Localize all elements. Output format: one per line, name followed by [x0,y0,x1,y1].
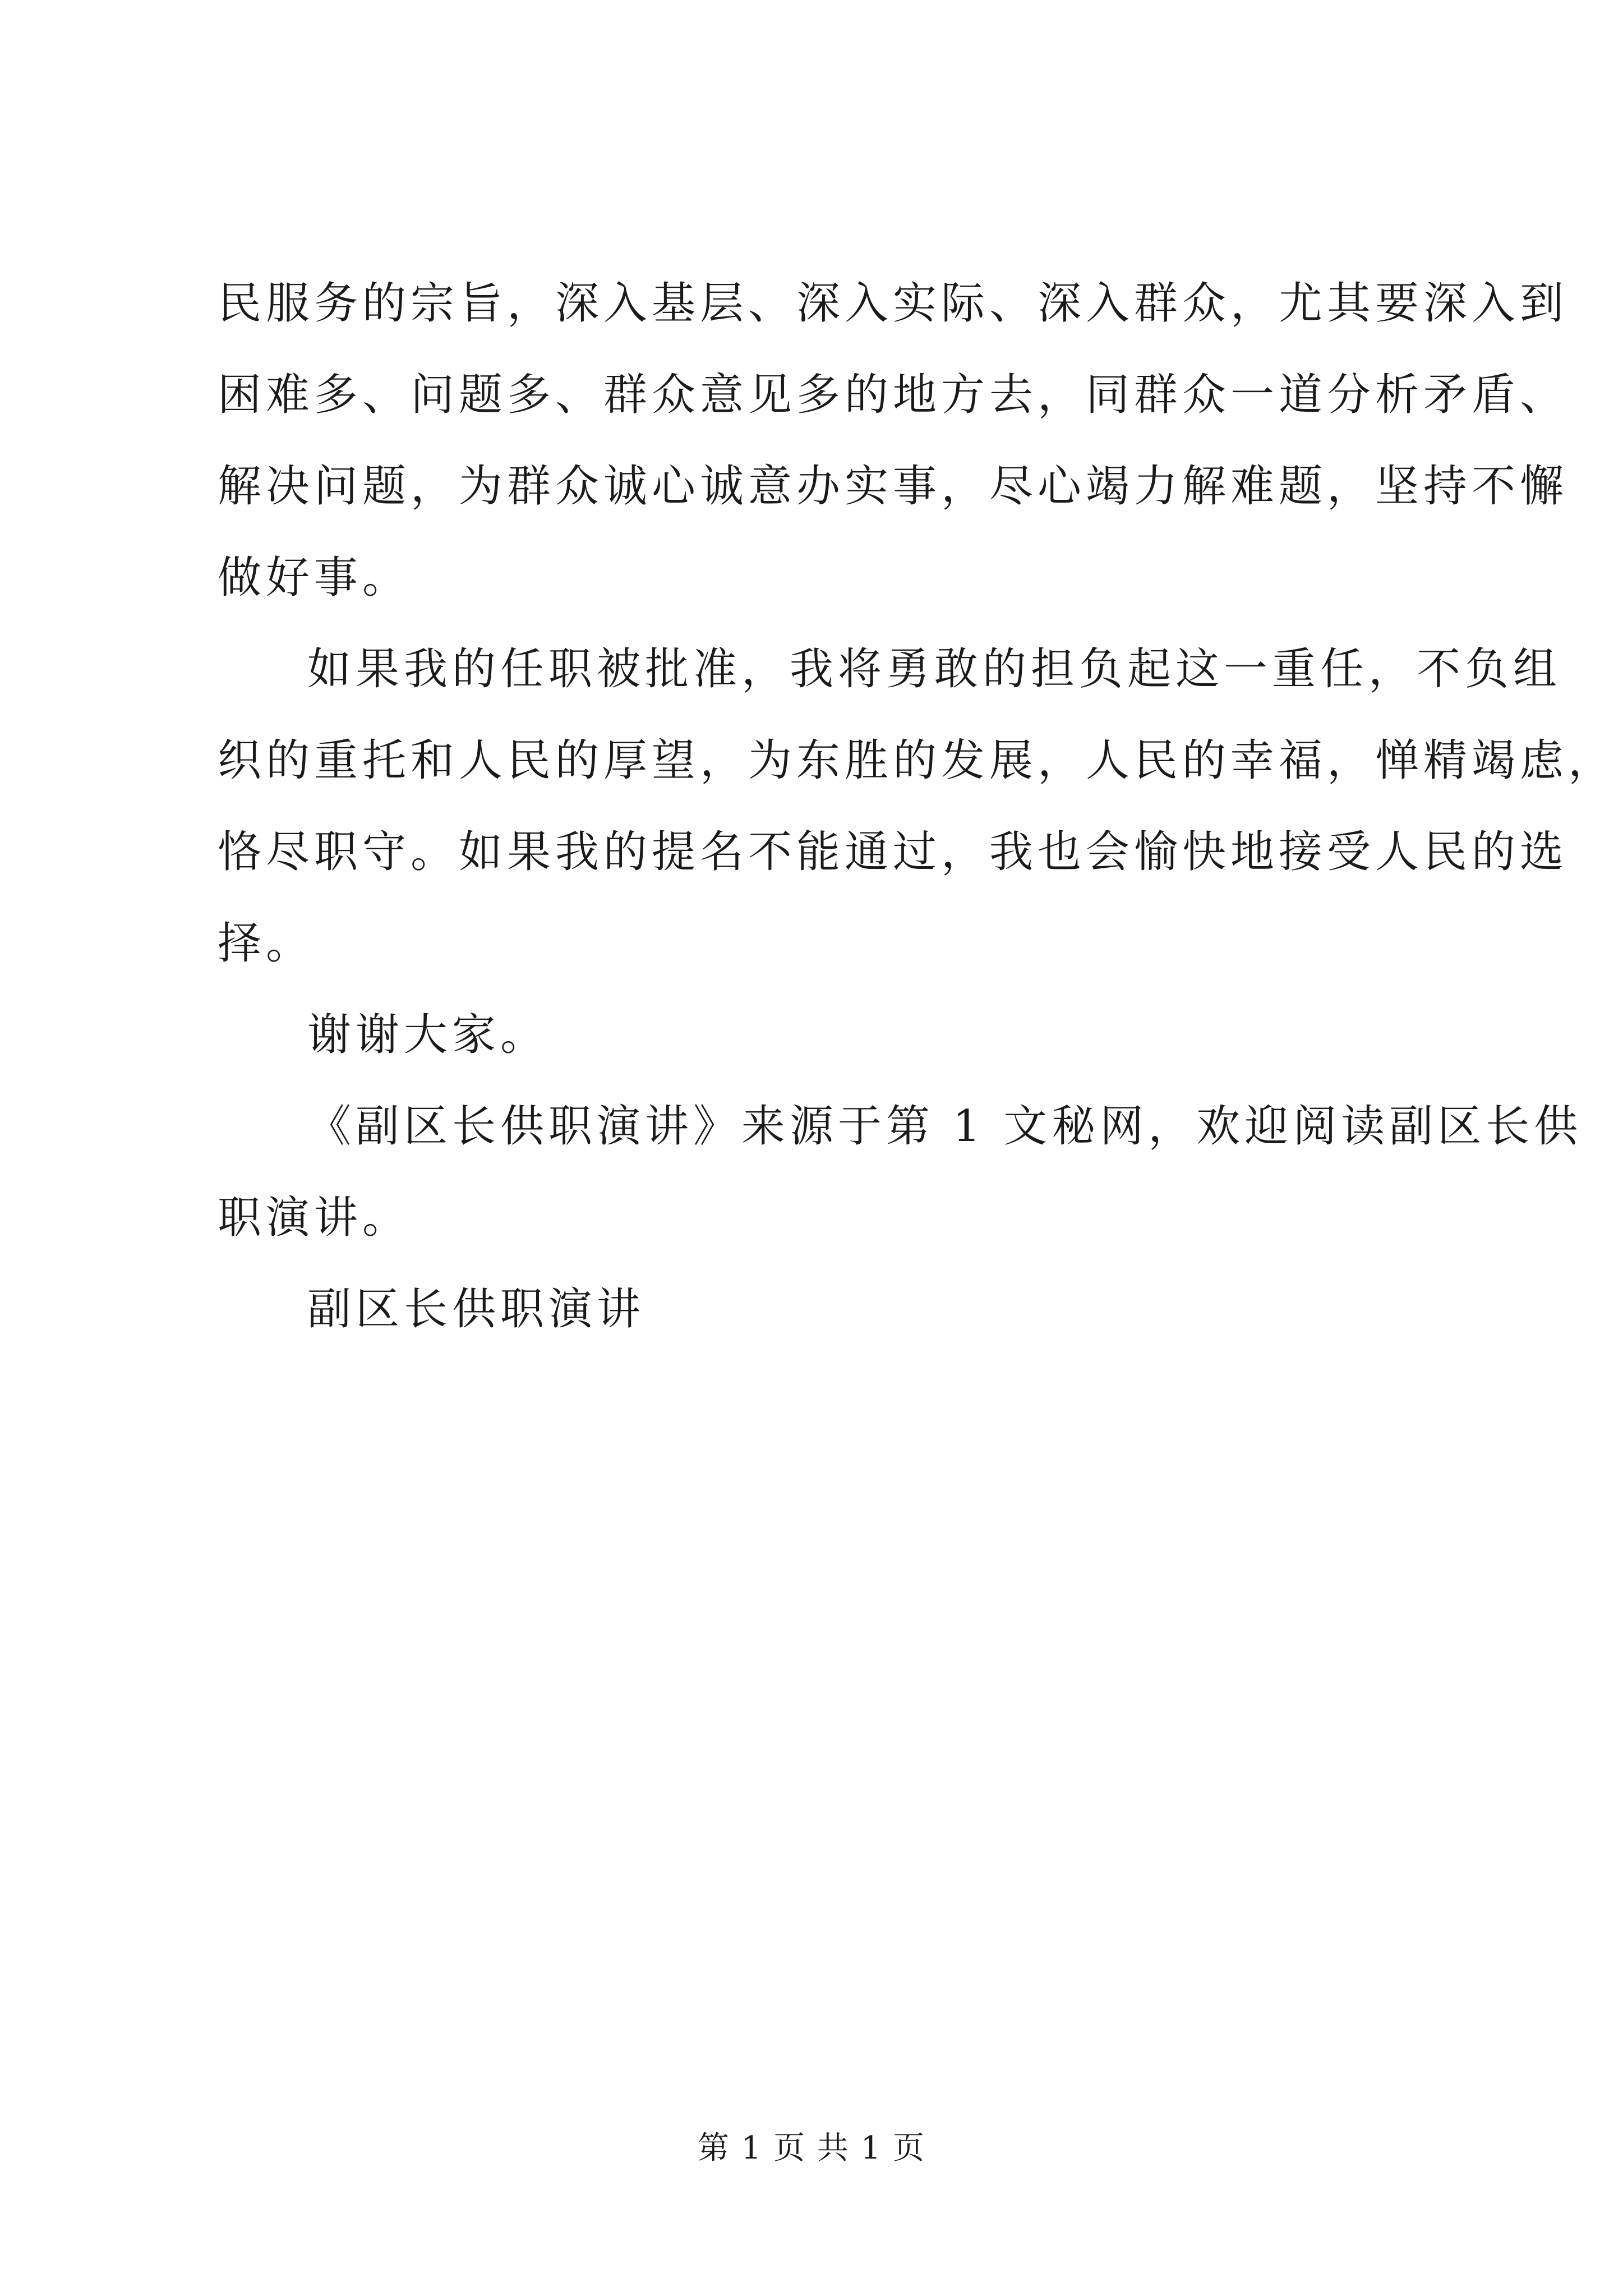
paragraph-line: 如果我的任职被批准，我将勇敢的担负起这一重任，不负组 [307,644,1562,694]
paragraph-line: 困难多、问题多、群众意见多的地方去，同群众一道分析矛盾、 [218,370,1569,420]
paragraph-line: 副区长供职演讲 [307,1284,645,1335]
paragraph-line: 解决问题，为群众诚心诚意办实事，尽心竭力解难题，坚持不懈 [218,461,1569,512]
paragraph-line: 恪尽职守。如果我的提名不能通过，我也会愉快地接受人民的选 [218,827,1569,877]
paragraph-line: 择。 [218,918,315,969]
paragraph-line: 织的重托和人民的厚望，为东胜的发展，人民的幸福，惮精竭虑， [218,735,1617,786]
paragraph-line: 做好事。 [218,553,411,603]
paragraph-line: 职演讲。 [218,1193,411,1243]
paragraph-line: 《副区长供职演讲》来源于第 1 文秘网，欢迎阅读副区长供 [307,1101,1583,1152]
paragraph-line: 谢谢大家。 [307,1010,549,1060]
document-body [218,258,1617,1355]
paragraph-line: 民服务的宗旨，深入基层、深入实际、深入群众，尤其要深入到 [218,278,1569,329]
page-footer: 第 1 页 共 1 页 [697,2130,926,2166]
